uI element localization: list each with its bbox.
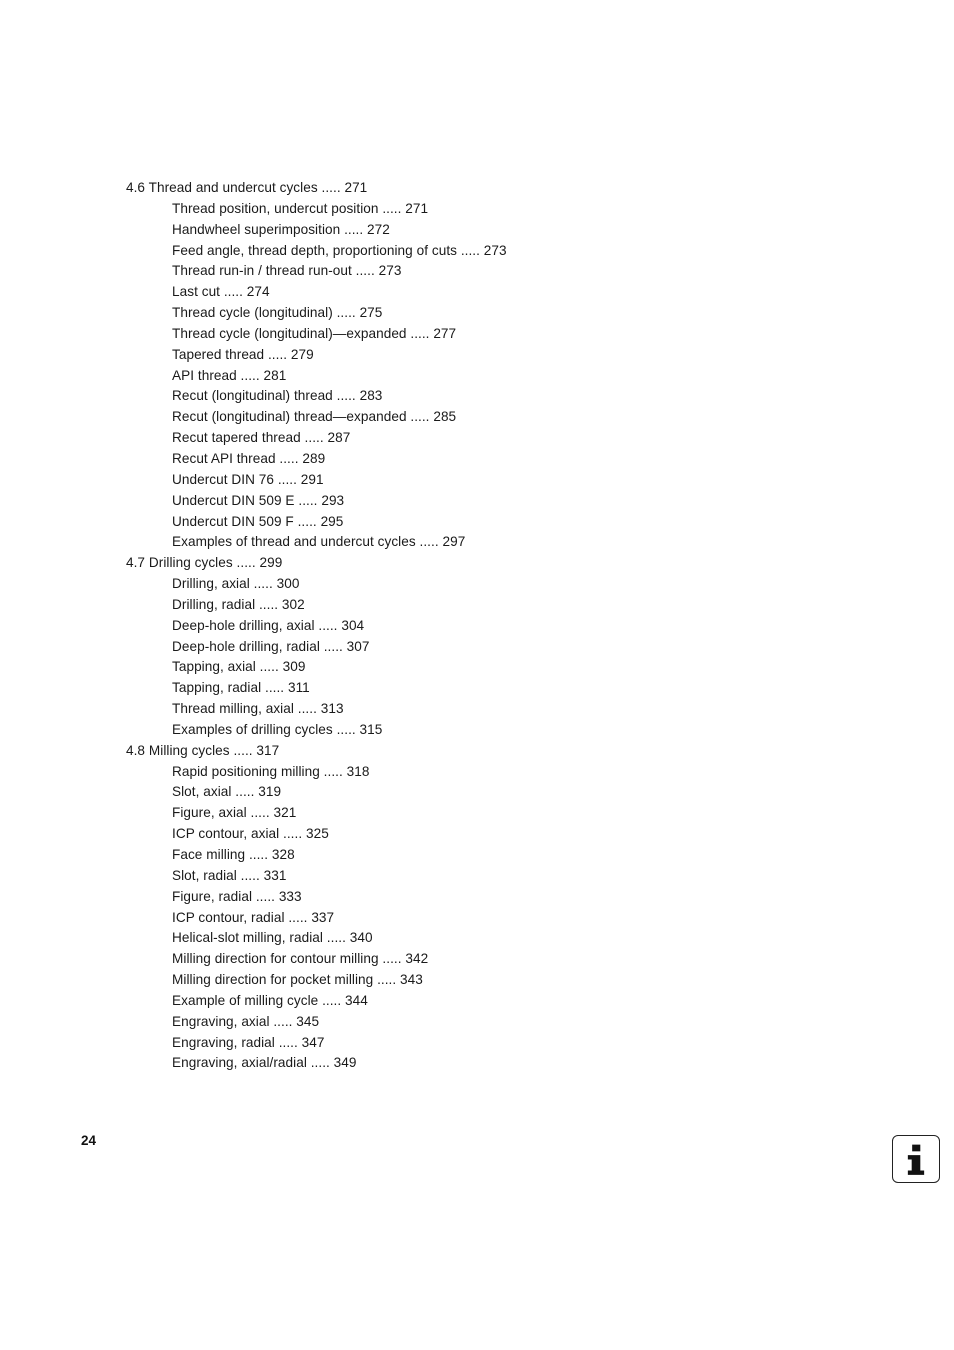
- toc-entry: Drilling, radial ..... 302: [172, 596, 305, 612]
- toc-entry: Deep-hole drilling, axial ..... 304: [172, 617, 365, 633]
- toc-entry: Engraving, axial ..... 345: [172, 1013, 320, 1029]
- toc-section-heading: 4.6 Thread and undercut cycles ..... 271: [126, 180, 368, 195]
- toc-entry: Deep-hole drilling, radial ..... 307: [172, 638, 370, 654]
- toc-entry: ICP contour, axial ..... 325: [172, 826, 329, 842]
- toc-entry: Undercut DIN 76 ..... 291: [172, 471, 324, 487]
- toc-entry: Tapered thread ..... 279: [172, 346, 314, 362]
- toc-entry: Engraving, radial ..... 347: [172, 1034, 325, 1050]
- toc-entry: Feed angle, thread depth, proportioning of cuts ..... 273: [172, 242, 507, 258]
- toc-entry: Rapid positioning milling ..... 318: [172, 763, 370, 779]
- toc-entry: Examples of thread and undercut cycles ..... 297: [172, 534, 466, 550]
- toc-entry: Thread run-in / thread run-out ..... 273: [172, 263, 402, 279]
- toc-entry: Helical-slot milling, radial ..... 340: [172, 930, 373, 946]
- toc-entry: Milling direction for pocket milling ..... 343: [172, 972, 423, 988]
- toc-entry: Undercut DIN 509 F ..... 295: [172, 513, 344, 529]
- page-number: 24: [81, 1133, 97, 1148]
- toc-entry: Recut (longitudinal) thread—expanded ..... 285: [172, 409, 457, 425]
- toc-entry: Slot, radial ..... 331: [172, 867, 287, 883]
- toc-section-heading: 4.8 Milling cycles ..... 317: [126, 742, 280, 758]
- toc-entry: Undercut DIN 509 E ..... 293: [172, 492, 345, 508]
- toc-entry: Thread position, undercut position ..... 271: [172, 200, 429, 216]
- table-of-contents: [126, 178, 826, 1074]
- toc-entry: Engraving, axial/radial ..... 349: [172, 1055, 357, 1071]
- toc-entry: Tapping, radial ..... 311: [172, 680, 310, 696]
- toc-entry: Slot, axial ..... 319: [172, 784, 282, 800]
- toc-entry: Face milling ..... 328: [172, 847, 295, 862]
- toc-entry: Thread cycle (longitudinal) ..... 275: [172, 305, 383, 321]
- info-icon: [892, 1135, 940, 1183]
- toc-entry: Recut API thread ..... 289: [172, 450, 326, 466]
- toc-entry: Thread milling, axial ..... 313: [172, 701, 344, 717]
- toc-entry: Example of milling cycle ..... 344: [172, 992, 368, 1008]
- toc-section-heading: 4.7 Drilling cycles ..... 299: [126, 555, 283, 571]
- toc-entry: Figure, radial ..... 333: [172, 888, 302, 904]
- toc-entry: Drilling, axial ..... 300: [172, 576, 300, 592]
- toc-entry: Milling direction for contour milling ..... 342: [172, 951, 429, 967]
- toc-entry: Recut tapered thread ..... 287: [172, 430, 351, 446]
- toc-entry: API thread ..... 281: [172, 367, 287, 383]
- toc-entry: ICP contour, radial ..... 337: [172, 909, 335, 925]
- toc-entry: Tapping, axial ..... 309: [172, 659, 306, 675]
- toc-entry: Recut (longitudinal) thread ..... 283: [172, 388, 383, 404]
- toc-entry: Handwheel superimposition ..... 272: [172, 221, 390, 237]
- toc-entry: Last cut ..... 274: [172, 284, 270, 300]
- toc-entry: Figure, axial ..... 321: [172, 805, 297, 821]
- toc-entry: Thread cycle (longitudinal)—expanded ..... 277: [172, 325, 457, 341]
- toc-entry: Examples of drilling cycles ..... 315: [172, 721, 383, 737]
